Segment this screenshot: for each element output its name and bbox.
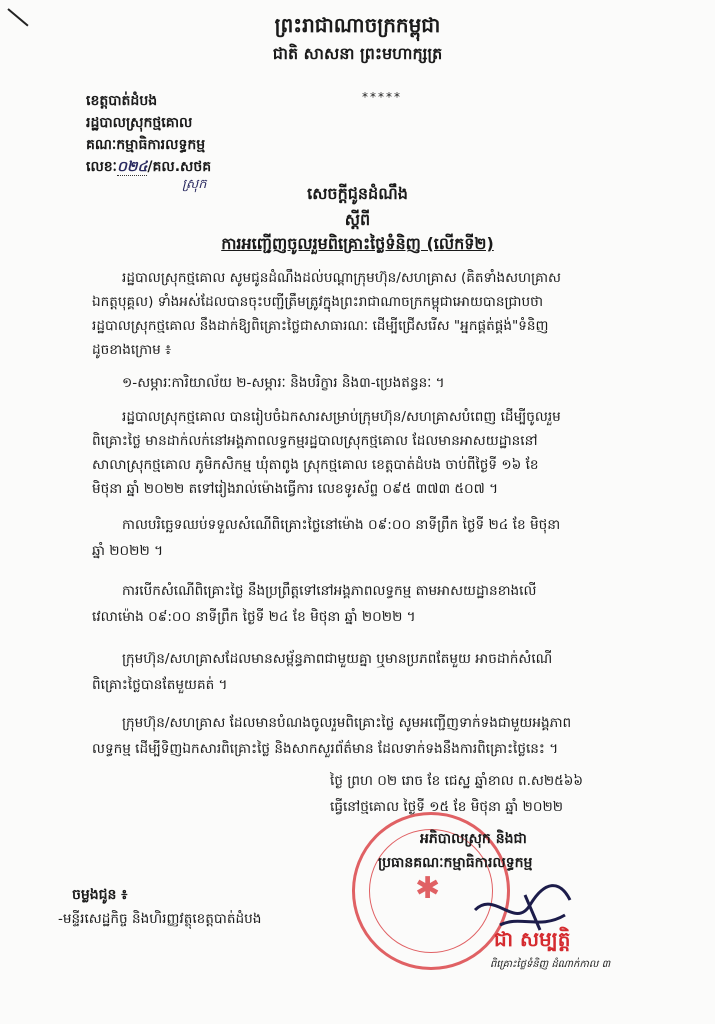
header-stars: ***** — [362, 90, 402, 104]
para1-line2: ឯកត្តបុគ្គល) ទាំងអស់ដែលបានចុះបញ្ជីត្រឹមត្រូវក្នុងព្រះរាជាណាចក្រកម្ពុជាអោយបានជ្រាបថា — [92, 294, 544, 310]
para2-line4: មិថុនា ឆ្នាំ ២០២២ តទៅរៀងរាល់ម៉ោងធ្វើការ លេខទូរស័ព្ទ ០៩៥ ៣៧៣ ៥០៧ ។ — [92, 481, 499, 497]
reference-number-line — [86, 158, 211, 176]
para1-line3: រដ្ឋបាលស្រុកថ្មគោល នឹងដាក់ឱ្យពិគ្រោះថ្លៃជាសាធារណៈ ដើម្បីជ្រើសរើស "អ្នកផ្គត់ផ្គង់"ទំនិញ — [92, 318, 549, 334]
notice-subject: ការអញ្ជើញចូលរួមពិគ្រោះថ្លៃទំនិញ (លើកទី២) — [221, 234, 494, 253]
para1-line1: រដ្ឋបាលស្រុកថ្មគោល សូមជូនដំណឹងដល់បណ្តាក្រុមហ៊ុន/សហគ្រាស (គិតទាំងសហគ្រាស — [122, 270, 561, 286]
lunar-date: ថ្ងៃ ព្រហ ០២ រោច ខែ ជេស្ឋ ឆ្នាំខាល ព.ស២៥៦៦ — [330, 773, 584, 789]
copy-to-item: -មន្ទីរសេដ្ឋកិច្ច និងហិរញ្ញវត្ថុខេត្តបាត់ដំបង — [58, 911, 262, 927]
para2-line2: ពិគ្រោះថ្លៃ មានដាក់លក់នៅអង្គភាពលទ្ធកម្មរដ្ឋបាលស្រុកថ្មគោល ដែលមានអាសយដ្ឋាននៅ — [92, 433, 538, 449]
goods-items: ១-សម្ភារៈការិយាល័យ ២-សម្ភារៈ និងបរិក្ខារ និង៣-ប្រេងឥន្ធនៈ ។ — [122, 375, 445, 391]
para2-line1: រដ្ឋបាលស្រុកថ្មគោល បានរៀបចំឯកសារសម្រាប់ក្រុមហ៊ុន/សហគ្រាសបំពេញ ដើម្បីចូលរួម — [122, 409, 561, 425]
reference-label: លេខៈ — [86, 159, 117, 175]
sender-district-admin: រដ្ឋបាលស្រុកថ្មគោល — [86, 115, 193, 131]
signer-name: ជា សម្បត្តិ — [494, 927, 571, 951]
seal-star-icon: ✱ — [415, 871, 441, 906]
reference-suffix: /គល.សថគ — [147, 159, 212, 175]
signer-title-1: អភិបាលស្រុក និងជា — [420, 831, 527, 847]
para4-line2: វេលាម៉ោង ០៩:០០ នាទីព្រឹក ថ្ងៃទី ២៤ ខែ មិថុនា ឆ្នាំ ២០២២ ។ — [92, 609, 416, 625]
signer-title-2: ប្រធានគណៈកម្មាធិការលទ្ធកម្ម — [378, 855, 533, 871]
solar-date: ធ្វើនៅថ្មគោល ថ្ងៃទី ១៥ ខែ មិថុនា ឆ្នាំ ២០២២ — [330, 799, 564, 815]
reference-number: ០២៤ — [116, 159, 148, 175]
para6-line2: លទ្ធកម្ម ដើម្បីទិញឯកសារពិគ្រោះថ្លៃ និងសាកសួរព័ត៌មាន ដែលទាក់ទងនឹងការពិគ្រោះថ្លៃនេះ ។ — [92, 741, 559, 757]
notice-title: សេចក្តីជូនដំណឹង — [307, 184, 408, 203]
para2-line3: សាលាស្រុកថ្មគោល ភូមិកសិកម្ម ឃុំតាពូង ស្រុកថ្មគោល ខេត្តបាត់ដំបង ចាប់ពីថ្ងៃទី ១៦ ខែ — [92, 457, 539, 473]
kingdom-header: ព្រះរាជាណាចក្រកម្ពុជា — [274, 13, 441, 37]
reference-extra: ស្រុក — [182, 177, 207, 192]
para3-line1: កាលបរិច្ឆេទឈប់ទទួលសំណើពិគ្រោះថ្លៃនៅម៉ោង ០៩:០០ នាទីព្រឹក ថ្ងៃទី ២៤ ខែ មិថុនា — [122, 517, 561, 533]
para6-line1: ក្រុមហ៊ុន/សហគ្រាស ដែលមានបំណងចូលរួមពិគ្រោះថ្លៃ សូមអញ្ជើញទាក់ទងជាមួយអង្គភាព — [122, 715, 572, 731]
para1-line4: ដូចខាងក្រោម ៖ — [92, 342, 172, 358]
para3-line2: ឆ្នាំ ២០២២ ។ — [92, 543, 164, 559]
sender-province: ខេត្តបាត់ដំបង — [86, 93, 158, 109]
para4-line1: ការបើកសំណើពិគ្រោះថ្លៃ នឹងប្រព្រឹត្តទៅនៅអង្គភាពលទ្ធកម្ម តាមអាសយដ្ឋានខាងលើ — [122, 583, 537, 599]
notice-subject-label: ស្តីពី — [344, 210, 371, 229]
sender-committee: គណៈកម្មាធិការលទ្ធកម្ម — [86, 137, 206, 153]
copy-to-label: ចម្លងជូន ៖ — [72, 887, 128, 903]
para5-line2: ពិគ្រោះថ្លៃបានតែមួយគត់ ។ — [92, 677, 228, 693]
national-motto: ជាតិ សាសនា ព្រះមហាក្សត្រ — [272, 44, 443, 63]
signature-note: ពិគ្រោះថ្លៃទំនិញ ដំណាក់កាល ៣ — [490, 959, 611, 970]
para5-line1: ក្រុមហ៊ុន/សហគ្រាសដែលមានសម្ព័ន្ធភាពជាមួយគ្នា ឬមានប្រភពតែមួយ អាចដាក់សំណើ — [122, 651, 553, 667]
